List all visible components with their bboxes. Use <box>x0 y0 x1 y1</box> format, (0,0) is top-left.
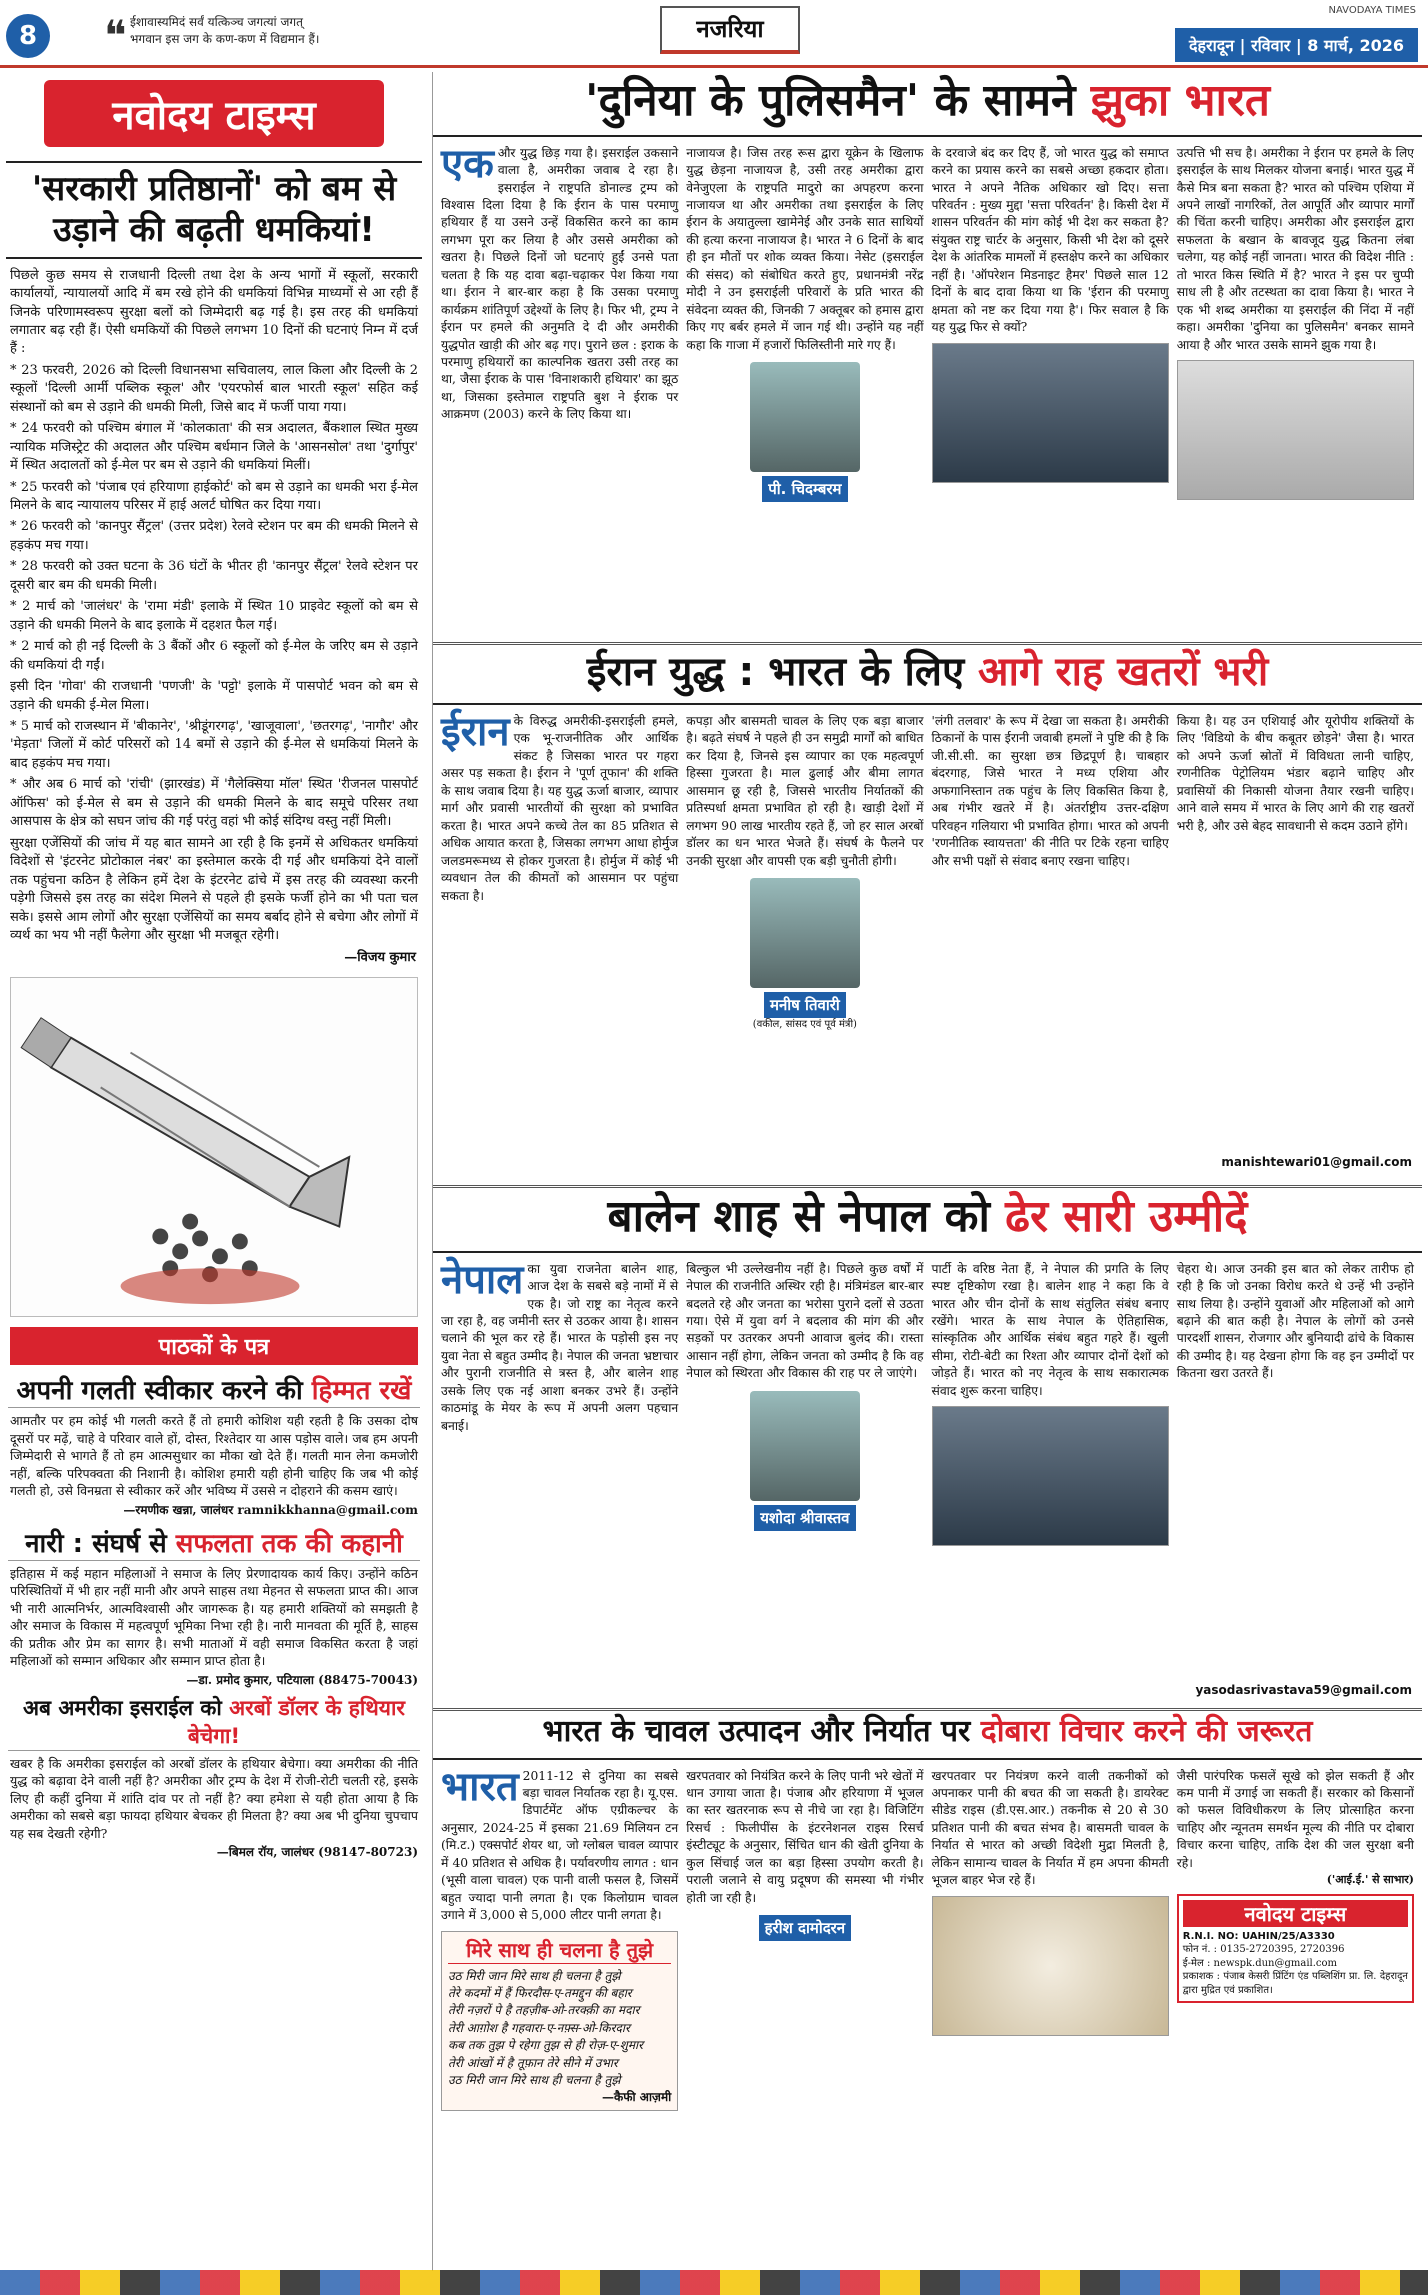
imprint-text: प्रकाशक : पंजाब केसरी प्रिंटिंग एंड पब्लिशिंग प्रा. लि. देहरादून द्वारा मुद्रित एवं प्रकाशित। <box>1182 1971 1408 1996</box>
dropcap: नेपाल <box>441 1256 524 1303</box>
newspaper-logo: नवोदय टाइम्स <box>44 80 384 147</box>
author-email: manishtewari01@gmail.com <box>1221 1155 1412 1169</box>
imprint-logo: नवोदय टाइम्स <box>1183 1900 1408 1927</box>
article-4-col: खरपतवार पर नियंत्रण करने वाली तकनीकों को अपनाकर पानी की बचत की जा सकती है। डायरेक्ट सीडेड राइस (डी.एस.आर.) तकनीक से 20 से 30 प्रतिशत पानी की बचत संभव है। बासमती चावल के निर्यात से भारत को अच्छी विदेशी मुद्रा मिलती है, लेकिन सामान्य चावल के निर्यात में हम अपना कीमती भूजल बाहर भेज रहे हैं। <box>932 1768 1169 2118</box>
imprint-email: ई-मेल : newspk.dun@gmail.com <box>1182 1957 1338 1969</box>
masthead <box>0 0 1428 68</box>
letter-body: खबर है कि अमरीका इसराईल को अरबों डॉलर के हथियार बेचेगा। क्या अमरीका की नीति युद्ध को बढ़ावा देने वाली नहीं है? अमरीका और ट्रम्प के देश में रोजी-रोटी चलती रहे, इसके लिए ही कहीं दुनिया में शांति दांव पर तो नहीं है? क्या हमेशा से यही होता आया है कि अमरीका को सबसे बड़ा फायदा हथियार बेचकर ही मिलता है? क्या अब भी दुनिया चुपचाप यह सब देखती रहेगी? <box>10 1755 418 1841</box>
article-2-col: कपड़ा और बासमती चावल के लिए एक बड़ा बाजार है। बढ़ते संघर्ष ने पहले ही उन समुद्री मार्गों को बाधित कर दिया है, जिनसे इस व्यापार का एक महत्वपूर्ण हिस्सा गुजरता है। माल ढुलाई और बीमा लागत आसमान छू रही है, जिससे भारतीय निर्यातकों की प्रतिस्पर्धा क्षमता प्रभावित हो रही है। खाड़ी देशों में लगभग 90 लाख भारतीय रहते हैं, जो हर साल अरबों डॉलर का धन भारत भेजते हैं। संघर्ष के फैलने पर उनकी सुरक्षा और वापसी एक बड़ी चुनौती होगी। मनीष तिवारी (वकील, सांसद एवं पूर्व मंत्री) <box>686 713 923 1149</box>
author-photo <box>750 878 860 988</box>
letter-item <box>0 1694 428 1861</box>
editorial-paragraph: सुरक्षा एजेंसियों की जांच में यह बात सामने आ रही है कि इनमें से अधिकतर धमकियां विदेशों से 'इंटरनेट प्रोटोकाल नंबर' का इस्तेमाल करके दी गई और धमकियां देने वालों तक पहुंचना कठिन है लेकिन हमें देश के इंटरनेट ढांचे में इस तरह की व्यवस्था करनी पड़ेगी जिससे इस तरह का संदेश मिलने से पहले ही इसके फर्जी होने का भी पता चल सके। इससे आम लोगों और सुरक्षा एजेंसियों का समय बर्बाद होने से बचेगा और लोगों में व्यर्थ का भय भी नहीं फैलेगा और सुरक्षा भी मजबूत रहेगी। <box>10 835 418 943</box>
article-3-col: चेहरा थे। आज उनकी इस बात को लेकर तारीफ हो रही है कि जो उनका विरोध करते थे उन्हें भी उन्होंने साथ लिया है। उन्होंने युवाओं और महिलाओं को आगे बढ़ाने की बात कही है। नेपाल के लोगों को उनसे पारदर्शी शासन, रोजगार और बुनियादी ढांचे के विकास की उम्मीद है। यह देखना होगा कि वह इन उम्मीदों पर कितना खरा उतरते हैं। <box>1176 1261 1414 1381</box>
article-1-headline: 'दुनिया के पुलिसमैन' के सामने झुका भारत <box>433 72 1422 137</box>
author-name: यशोदा श्रीवास्तव <box>754 1505 855 1531</box>
trump-photo <box>932 343 1169 483</box>
article-2 <box>433 645 1422 1185</box>
editorial-paragraph: * 5 मार्च को राजस्थान में 'बीकानेर', 'श्रीडूंगरगढ़', 'खाजूवाला', 'छतरगढ़', 'नागौर' और 'मेड़ता' जिलों में कोर्ट परिसरों को 14 बमों से उड़ाने की ई-मेल से धमकियां मिलने के बाद हड़कंप मच गया। <box>10 719 418 771</box>
article-3-headline: बालेन शाह से नेपाल को ढेर सारी उम्मीदें <box>433 1188 1422 1253</box>
editorial-paragraph: * और अब 6 मार्च को 'रांची' (झारखंड) में 'गैलेक्सिया मॉल' स्थित 'रीजनल पासपोर्ट ऑफिस' को ई-मेल से बम से उड़ाने की धमकी मिलने के बाद समूचे परिसर तथा आसपास के क्षेत्र को सघन जांच की गई परंतु वहां भी कोई संदिग्ध वस्तु नहीं मिली। <box>10 777 418 830</box>
shloka <box>130 14 319 48</box>
article-1-col: के दरवाजे बंद कर दिए हैं, जो भारत युद्ध को समाप्त करने का प्रयास करने का सबसे अच्छा हकदार होता। भारत ने अपने नैतिक अधिकार खो दिए। सत्ता परिवर्तन : मुख्य मुद्दा 'सत्ता परिवर्तन' है। किसी देश में शासन परिवर्तन की मांग कोई भी देश कर सकता है? संयुक्त राष्ट्र चार्टर के अनुसार, किसी भी देश को दूसरे देश के आंतरिक मामलों में हस्तक्षेप करने का अधिकार नहीं है। 'ऑपरेशन मिडनाइट हैमर' पिछले साल 12 दिनों के बाद दावा किया था कि 'ईरान की परमाणु क्षमता को नष्ट कर दिया गया है'। फिर सवाल है कि यह युद्ध फिर से क्यों? <box>932 145 1169 510</box>
editorial-paragraph: * 25 फरवरी को 'पंजाब एवं हरियाणा हाईकोर्ट' को बम से उड़ाने का धमकी भरा ई-मेल मिलने के बाद न्यायालय परिसर में हाई अलर्ट घोषित कर दिया गया। <box>10 479 418 514</box>
dateline: देहरादून | रविवार | 8 मार्च, 2026 <box>1175 28 1418 62</box>
article-2-headline: ईरान युद्ध : भारत के लिए आगे राह खतरों भरी <box>433 645 1422 705</box>
editorial-paragraph: इसी दिन 'गोवा' की राजधानी 'पणजी' के 'पट्टो' इलाके में पासपोर्ट भवन को बम से उड़ाने की धमकी ई-मेल मिला। <box>10 679 418 713</box>
author-box <box>686 1391 923 1531</box>
credit: ('आई.ई.' से साभार) <box>1326 1873 1414 1887</box>
letter-title: अब अमरीका इसराईल को अरबों डॉलर के हथियार बेचेगा! <box>8 1694 420 1751</box>
modi-photo <box>1177 360 1414 500</box>
article-3-col: नेपाल का युवा राजनेता बालेन शाह, आज देश के सबसे बड़े नामों में से एक है। जो राष्ट्र का नेतृत्व करने जा रहा है, वह जमीनी स्तर से उठकर आया है। शासन चलाने की भूल कर रहे हैं। भारत के पड़ोसी इस नए युवा नेता से बहुत उम्मीद है। नेपाल की जनता भ्रष्टाचार और पुरानी राजनीति से त्रस्त है, और बालेन शाह उसके लिए एक नई आशा बनकर उभरे हैं। उन्होंने काठमांडू के मेयर के रूप में अपनी अलग पहचान बनाई। <box>441 1256 679 1433</box>
poem-lines: उठ मिरी जान मिरे साथ ही चलना है तुझे तेरे कदमों में हैं फिरदौस-ए-तमद्दुन की बहार तेरी नज़रों पे है तहज़ीब-ओ-तरक्क़ी का मदार तेरी आग़ोश है गहवारा-ए-नफ़्स-ओ-किरदार कब तक तुझ पे रहेगा तुझ से ही रोज़-ए-शुमार तेरी आंखों में है तूफ़ान तेरे सीने में उभार उठ मिरी जान मिरे साथ ही चलना है तुझे <box>448 1968 644 2087</box>
letter-signature: —रमणीक खन्ना, जालंधर ramnikkhanna@gmail.com <box>123 1502 418 1517</box>
author-name: हरीश दामोदरन <box>759 1915 852 1941</box>
letter-signature: —डा. प्रमोद कुमार, पटियाला (88475-70043) <box>186 1672 418 1687</box>
poem-signature: —कैफी आज़मी <box>602 2090 672 2105</box>
editorial-paragraph: * 26 फरवरी को 'कानपुर सैंट्रल' (उत्तर प्रदेश) रेलवे स्टेशन पर बम की धमकी मिलने से हड़कंप मच गया। <box>10 519 418 553</box>
letter-item <box>0 1524 428 1688</box>
letter-title: नारी : संघर्ष से सफलता तक की कहानी <box>8 1524 420 1561</box>
imprint-rni: R.N.I. NO: UAHIN/25/A3330 <box>1182 1930 1335 1942</box>
right-area <box>432 72 1422 2271</box>
dropcap: एक <box>441 140 494 187</box>
author-photo <box>750 1391 860 1501</box>
shloka-line-2: भगवान इस जग के कण-कण में विद्यमान हैं। <box>130 31 320 46</box>
section-title: नजरिया <box>660 6 800 54</box>
article-4-col: खरपतवार को नियंत्रित करने के लिए पानी भरे खेतों में धान उगाया जाता है। पंजाब और हरियाणा में भूजल का स्तर खतरनाक रूप से नीचे जा रहा है। विजिटिंग रिसर्च : फिलीपींस के इंटरनेशनल राइस रिसर्च इंस्टीट्यूट के अनुसार, सिंचित धान की खेती दुनिया के कुल सिंचाई जल का बड़ा हिस्सा उपयोग करती है। पराली जलाने से वायु प्रदूषण की समस्या भी गंभीर होती जा रही है। हरीश दामोदरन <box>686 1768 923 2118</box>
editorial-paragraph: * 28 फरवरी को उक्त घटना के 36 घंटों के भीतर ही 'कानपुर सैंट्रल' रेलवे स्टेशन पर दूसरी बार बम की धमकी मिली। <box>10 559 418 593</box>
editorial-body <box>0 267 428 946</box>
editorial-headline: 'सरकारी प्रतिष्ठानों' को बम से उड़ाने की बढ़ती धमकियां! <box>6 161 422 259</box>
letter-title: अपनी गलती स्वीकार करने की हिम्मत रखें <box>8 1371 420 1408</box>
author-name: पी. चिदम्बरम <box>762 476 847 502</box>
article-2-col: किया है। यह उन एशियाई और यूरोपीय शक्तियों के लिए 'विडियो के बीच कबूतर छोड़ने' जैसा है। भारत को अपने ऊर्जा स्रोतों में विविधता लानी चाहिए, रणनीतिक पेट्रोलियम भंडार बढ़ाने चाहिए और प्रवासियों की निकासी योजना तैयार रखनी चाहिए। आने वाले समय में भारत के लिए आगे की राह खतरों भरी है, और उसे बेहद सावधानी से कदम उठाने होंगे। <box>1176 714 1414 833</box>
editorial-paragraph: * 24 फरवरी को पश्चिम बंगाल में 'कोलकाता' की सत्र अदालत, बैंकशाल स्थित मुख्य न्यायिक मजिस्ट्रेट की अदालत और पश्चिम बर्धमान जिले के 'आसनसोल' तथा 'दुर्गापुर' में स्थित अदालतों को ई-मेल पर बम से उड़ाने की धमकियां मिलीं। <box>10 421 418 474</box>
letters-header: पाठकों के पत्र <box>10 1327 418 1365</box>
editorial-paragraph: पिछले कुछ समय से राजधानी दिल्ली तथा देश के अन्य भागों में स्कूलों, सरकारी कार्यालयों, न्यायालयों आदि में बम रखे होने की धमकियां विभिन्न माध्यमों से आ रही हैं जिनके परिणामस्वरूप सुरक्षा बलों को जिम्मेदारी बढ़ गई है। इस तरह की धमकियां लगातार बढ़ रही हैं। ऐसी धमकियों की पिछले लगभग 10 दिनों की घटनाएं निम्न में दर्ज हैं : <box>10 267 418 357</box>
cartoon-illustration <box>10 977 418 1317</box>
article-1 <box>433 72 1422 642</box>
cartoon-bomb-icon <box>11 978 417 1316</box>
author-photo <box>750 362 860 472</box>
article-4 <box>433 1711 1422 2271</box>
paper-name: NAVODAYA TIMES <box>1328 5 1416 16</box>
poem-box <box>441 1931 678 2112</box>
article-4-headline: भारत के चावल उत्पादन और निर्यात पर दोबारा विचार करने की जरूरत <box>433 1711 1422 1760</box>
article-3-col: पार्टी के वरिष्ठ नेता हैं, ने नेपाल की प्रगति के लिए स्पष्ट दृष्टिकोण रखा है। बालेन शाह ने कहा कि वे भारत और चीन दोनों के साथ संतुलित संबंध बनाए रखेंगे। भारत के साथ नेपाल के ऐतिहासिक, सांस्कृतिक और आर्थिक संबंध बहुत गहरे हैं। खुली सीमा, रोटी-बेटी का रिश्ता और व्यापार दोनों देशों को जोड़ते हैं। भारत को नए नेतृत्व के साथ सकारात्मक संवाद शुरू करना चाहिए। <box>932 1261 1169 1677</box>
article-1-col: उत्पत्ति भी सच है। अमरीका ने ईरान पर हमले के लिए इसराईल के साथ मिलकर योजना बनाई। भारत युद्ध में कैसे मित्र बना सकता है? भारत को पश्चिम एशिया में अपने लाखों नागरिकों, तेल आपूर्ति और व्यापार मार्गों की चिंता करनी चाहिए। अमरीका और इसराईल द्वारा सफलता के बखान के बावजूद युद्ध कितना लंबा चलेगा, यह कोई नहीं जानता। भारत की विदेश नीति : तो भारत किस स्थिति में है? भारत ने इस पर चुप्पी साध ली है और तटस्थता का दावा किया है। भारत ने एक भी शब्द अमरीका या इसराईल की निंदा में नहीं कहा। अमरीका 'दुनिया का पुलिसमैन' बनकर सामने आया है और भारत उसके सामने झुक गया है। <box>1177 145 1414 510</box>
poem-title: मिरे साथ ही चलना है तुझे <box>448 1936 671 1964</box>
article-3-col: बिल्कुल भी उल्लेखनीय नहीं है। पिछले कुछ वर्षों में नेपाल की राजनीति अस्थिर रही है। मंत्रिमंडल बार-बार बदलते रहे और जनता का भरोसा पुराने दलों से उठता गया। ऐसे में युवा वर्ग ने बदलाव की मांग की और सड़कों पर उतरकर अपनी आवाज बुलंद की। रास्ता आसान नहीं होगा, लेकिन जनता को उम्मीद है कि वह नेपाल को स्थिरता और विकास की राह पर ले जाएंगे। यशोदा श्रीवास्तव <box>686 1261 923 1677</box>
article-1-col: नाजायज है। जिस तरह रूस द्वारा यूक्रेन के खिलाफ युद्ध छेड़ना नाजायज है, उसी तरह अमरीका द्वारा वेनेजुएला के राष्ट्रपति मादुरो का अपहरण करना नाजायज था और अमरीका तथा इसराईल के लिए ईरान के अयातुल्ला खामेनेई और उनके सात साथियों की हत्या करना नाजायज है। भारत ने 6 दिनों के बाद ही इन मौतों पर शोक व्यक्त किया। नेसेट (इसराईल की संसद) को संबोधित करते हुए, प्रधानमंत्री नरेंद्र मोदी ने उन इसराईली परिवारों के प्रति भारत की संवेदना व्यक्त की, जिनकी 7 अक्तूबर को हमास द्वारा किए गए बर्बर हमले में जान गई थी। उन्होंने यह नहीं कहा कि गाजा में हजारों फिलिस्तीनी मारे गए हैं। पी. चिदम्बरम <box>686 145 923 510</box>
page-number: 8 <box>6 14 50 58</box>
letter-signature: —बिमल रॉय, जालंधर (98147-80723) <box>216 1845 418 1860</box>
article-4-col: जैसी पारंपरिक फसलें सूखे को झेल सकती हैं और कम पानी में उगाई जा सकती हैं। सरकार को किसानों को फसल विविधीकरण के लिए प्रोत्साहित करना चाहिए और न्यूनतम समर्थन मूल्य की नीति पर दोबारा विचार करना चाहिए, ताकि देश की जल सुरक्षा बनी रहे। ('आई.ई.' से साभार) नवोदय टाइम्स R.N.I. NO: UAHIN/25/A3330 फोन नं. : 0135-2720395, 2720396 ई-मेल : newspk.dun@gmail.com प्रकाशक : पंजाब केसरी प्रिंटिंग एंड पब्लिशिंग प्रा. लि. देहरादून द्वारा मुद्रित एवं प्रकाशित। <box>1177 1768 1414 2118</box>
imprint-phone: फोन नं. : 0135-2720395, 2720396 <box>1182 1944 1345 1956</box>
dropcap: ईरान <box>441 709 510 755</box>
author-email: yasodasrivastava59@gmail.com <box>1195 1682 1412 1697</box>
article-3 <box>433 1188 1422 1708</box>
editorial-signature: —विजय कुमार <box>344 950 416 966</box>
author-name: मनीष तिवारी <box>764 992 846 1018</box>
author-box <box>686 1915 923 1941</box>
left-column <box>0 72 428 1867</box>
author-box <box>686 362 923 502</box>
letter-body: आमतौर पर हम कोई भी गलती करते हैं तो हमारी कोशिश यही रहती है कि उसका दोष दूसरों पर मढ़ें, चाहे वे परिवार वाले हों, दोस्त, रिश्तेदार या आस पड़ोस वाले। जब हम अपनी जिम्मेदारी से भागते हैं तो हम आत्मसुधार का मौका खो देते हैं। गलती मान लेना कमजोरी नहीं, बल्कि परिपक्वता की निशानी है। कोशिश हमारी यही होनी चाहिए कि जब भी कोई गलती हो, उसे विनम्रता से स्वीकार करें और भविष्य में उससे न दोहराने की कसम खाएं। <box>10 1413 418 1498</box>
editorial-paragraph: * 2 मार्च को ही नई दिल्ली के 3 बैंकों और 6 स्कूलों को ई-मेल के जरिए बम से उड़ाने की धमकियां दी गईं। <box>10 639 418 673</box>
shloka-line-1: ईशावास्यमिदं सर्वं यत्किञ्च जगत्यां जगत् <box>130 15 303 29</box>
dropcap: भारत <box>441 1763 519 1810</box>
article-2-col: 'लंगी तलवार' के रूप में देखा जा सकता है। अमरीकी ठिकानों के पास ईरानी जवाबी हमलों ने पुष्टि की है कि जी.सी.सी. का सुरक्षा छत्र छिद्रपूर्ण है। चाबहार बंदरगाह, जिसे भारत ने मध्य एशिया और अफगानिस्तान तक पहुंच के लिए विकसित किया है, अब गंभीर खतरे में है। अंतर्राष्ट्रीय उत्तर-दक्षिण परिवहन गलियारा भी प्रभावित होगा। भारत को अपनी 'रणनीतिक स्वायत्तता' की नीति पर टिके रहना चाहिए और सभी पक्षों से संवाद बनाए रखना चाहिए। <box>931 714 1169 868</box>
color-registration-bar <box>0 2270 1428 2295</box>
quote-mark-icon: ❝ <box>104 11 127 60</box>
article-2-col: ईरान के विरुद्ध अमरीकी-इसराईली हमले, एक भू-राजनीतिक और आर्थिक संकट है जिसका भारत पर गहरा असर पड़ सकता है। ईरान ने 'पूर्ण तूफान' की शक्ति के साथ जवाब दिया है। यह युद्ध ऊर्जा बाजार, व्यापार मार्ग और प्रवासी भारतीयों की सुरक्षा को प्रभावित करता है। भारत अपने कच्चे तेल का 85 प्रतिशत से अधिक आयात करता है, जिसका लगभग आधा होर्मुज जलडमरूमध्य से होकर गुजरता है। होर्मुज में कोई भी व्यवधान तेल की कीमतों को आसमान पर पहुंचा सकता है। <box>441 709 679 903</box>
balen-shah-photo <box>932 1406 1169 1546</box>
editorial-paragraph: * 2 मार्च को 'जालंधर' के 'रामा मंडी' इलाके में स्थित 10 प्राइवेट स्कूलों को बम से उड़ाने की धमकी मिलने के बाद इलाके में दहशत फैल गई। <box>10 599 418 633</box>
author-role: (वकील, सांसद एवं पूर्व मंत्री) <box>752 1019 857 1031</box>
letter-item <box>0 1371 428 1518</box>
article-4-col: भारत 2011-12 से दुनिया का सबसे बड़ा चावल निर्यातक रहा है। यू.एस. डिपार्टमेंट ऑफ एग्रीकल्चर के अनुसार, 2024-25 में इसका 21.69 मिलियन टन (मि.ट.) एक्सपोर्ट शेयर था, जो ग्लोबल चावल व्यापार में 40 प्रतिशत से अधिक है। पर्यावरणीय लागत : धान (भूसी वाला चावल) एक पानी वाली फसल है, जिसमें बहुत ज्यादा पानी लगता है। एक किलोग्राम चावल उगाने में 3,000 से 5,000 लीटर पानी लगता है। मिरे साथ ही चलना है तुझे उठ मिरी जान मिरे साथ ही चलना है तुझे तेरे कदमों में हैं फिरदौस-ए-तमद्दुन की बहार तेरी नज़रों पे है तहज़ीब-ओ-तरक्क़ी का मदार तेरी आग़ोश है गहवारा-ए-नफ़्स-ओ-किरदार कब तक तुझ पे रहेगा तुझ से ही रोज़-ए-शुमार तेरी आंखों में है तूफ़ान तेरे सीने में उभार उठ मिरी जान मिरे साथ ही चलना है तुझे —कैफी आज़मी <box>441 1768 678 2118</box>
author-box <box>686 878 923 1032</box>
editorial-paragraph: * 23 फरवरी, 2026 को दिल्ली विधानसभा सचिवालय, लाल किला और दिल्ली के 2 स्कूलों 'दिल्ली आर्मी पब्लिक स्कूल' और 'एयरफोर्स बाल भारती स्कूल' सहित कई संस्थानों को बम से उड़ाने की धमकी मिली, जिसे बाद में फर्जी पाया गया। <box>10 362 418 415</box>
article-1-col: एक और युद्ध छिड़ गया है। इसराईल उकसाने वाला है, अमरीका जवाब दे रहा है। इसराईल ने राष्ट्रपति डोनाल्ड ट्रम्प को विश्वास दिला दिया है कि ईरान के पास परमाणु हथियार हैं या उसने उन्हें विकसित करने का काम लगभग पूरा कर लिया है और उससे अमरीका को खतरा है। पिछले दिनों जो घटनाएं हुईं उनसे पता चलता है कि यह दावा बढ़ा-चढ़ाकर पेश किया गया था। ईरान ने बार-बार कहा है कि उसका परमाणु कार्यक्रम शांतिपूर्ण उद्देश्यों के लिए है। फिर भी, ट्रम्प ने ईरान पर हमले की अनुमति दे दी और अमरीकी युद्धपोत खाड़ी की ओर बढ़ गए। पुराने छल : इराक के परमाणु हथियारों का काल्पनिक खतरा उसी तरह का था, जैसा ईराक के पास 'विनाशकारी हथियार' का झूठ था, जिसका इस्तेमाल राष्ट्रपति बुश ने ईराक पर आक्रमण (2003) करने के लिए किया था। <box>441 140 679 422</box>
rice-photo <box>932 1896 1169 2036</box>
imprint-box <box>1177 1894 1414 2004</box>
letter-body: इतिहास में कई महान महिलाओं ने समाज के लिए प्रेरणादायक कार्य किए। उन्होंने कठिन परिस्थितियों में भी हार नहीं मानी और अपने साहस तथा मेहनत से सफलता प्राप्त की। आज भी नारी आत्मनिर्भर, आत्मविश्वासी और जागरूक है। यह हमारी शक्तियों को समझती है और समाज के विकास में महत्वपूर्ण भूमिका निभा रही है। नारी मानवता की मूर्ति है, साहस की प्रतीक और प्रेम का सागर है। सभी माताओं में वही समाज विकसित करता है जहां महिलाओं को सम्मान अधिकार और सम्मान प्राप्त होता है। <box>10 1565 418 1669</box>
